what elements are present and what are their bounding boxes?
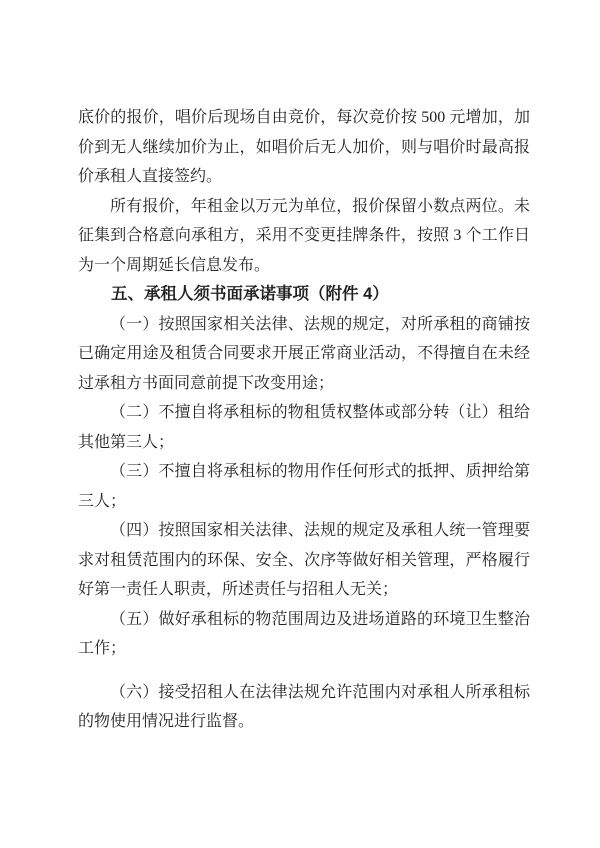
section-5-heading: 五、承租人须书面承诺事项（附件 4） [111, 285, 389, 303]
commitment-item-2: （二）不擅自将承租标的物租赁权整体或部分转（让）租给其他第三人； [78, 404, 530, 451]
para-bidding-procedure-continuation: 底价的报价，唱价后现场自由竞价，每次竞价按 500 元增加，加价到无人继续加价为止，如唱价后无人加价，则与唱价时最高报价承租人直接签约。 [78, 109, 530, 185]
commitment-item-6: （六）接受招租人在法律法规允许范围内对承租人所承租标的物使用情况进行监督。 [78, 683, 530, 730]
commitment-item-5: （五）做好承租标的物范围周边及进场道路的环境卫生整治工作； [78, 610, 530, 657]
commitment-item-4: （四）按照国家相关法律、法规的规定及承租人统一管理要求对租赁范围内的环保、安全、次序等做好相关管理，严格履行好第一责任人职责，所述责任与招租人无关； [78, 522, 530, 598]
commitment-item-3: （三）不擅自将承租标的物用作任何形式的抵押、质押给第三人； [78, 463, 530, 510]
text-block [78, 103, 530, 737]
para-quotation-rules: 所有报价，年租金以万元为单位，报价保留小数点两位。未征集到合格意向承租方，采用不变更挂牌条件，按照 3 个工作日为一个周期延长信息发布。 [78, 197, 530, 274]
commitment-item-1: （一）按照国家相关法律、法规的规定，对所承租的商铺按已确定用途及租赁合同要求开展正常商业活动，不得擅自在未经过承租方书面同意前提下改变用途； [78, 315, 530, 392]
